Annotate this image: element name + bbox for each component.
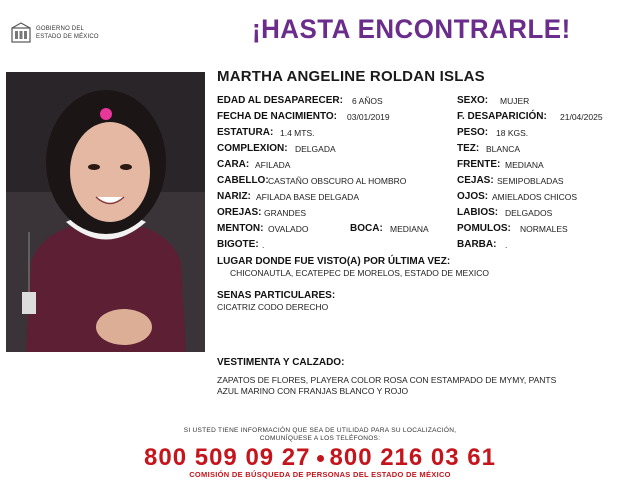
commission-name: COMISIÓN DE BÚSQUEDA DE PERSONAS DEL ESTADO DE MÉXICO [189, 470, 451, 479]
state-emblem-icon [10, 22, 32, 44]
gov-line-1: GOBIERNO DEL [36, 26, 85, 32]
field-label: SEXO: [457, 95, 489, 106]
field-value: MUJER [500, 96, 530, 106]
field-value: 18 KGS. [496, 128, 529, 138]
clothing-label: VESTIMENTA Y CALZADO: [217, 357, 345, 368]
field-value: AFILADA BASE DELGADA [256, 192, 359, 202]
field-label: BARBA: [457, 239, 497, 250]
clothing-line-1: ZAPATOS DE FLORES, PLAYERA COLOR ROSA CON ESTAMPADO DE MYMY, PANTS [217, 375, 557, 385]
field-value: MEDIANA [390, 224, 429, 234]
field-value: 21/04/2025 [560, 112, 603, 122]
field-label: CEJAS: [457, 175, 494, 186]
field-label: FECHA DE NACIMIENTO: [217, 111, 337, 122]
field-value: OVALADO [268, 224, 309, 234]
info-line-1: SI USTED TIENE INFORMACIÓN QUE SEA DE UTILIDAD PARA SU LOCALIZACIÓN, [183, 427, 457, 434]
marks-value: CICATRIZ CODO DERECHO [217, 302, 329, 312]
missing-person-photo [6, 72, 205, 352]
field-value: MEDIANA [505, 160, 544, 170]
field-label: OREJAS: [217, 207, 262, 218]
field-label: PESO: [457, 127, 489, 138]
field-value: CASTAÑO OBSCURO AL HOMBRO [268, 176, 407, 186]
field-label: TEZ: [457, 143, 480, 154]
field-label: NARIZ: [217, 191, 251, 202]
field-value: DELGADOS [505, 208, 553, 218]
field-label: F. DESAPARICIÓN: [457, 111, 547, 122]
field-label: MENTON: [217, 223, 264, 234]
field-value: SEMIPOBLADAS [497, 176, 564, 186]
clothing-line-2: AZUL MARINO CON FRANJAS BLANCO Y ROJO [217, 386, 409, 396]
field-value: GRANDES [264, 208, 307, 218]
info-line-2: COMUNÍQUESE A LOS TELÉFONOS: [259, 435, 381, 442]
field-value: DELGADA [295, 144, 336, 154]
field-value: . [262, 240, 265, 250]
field-label: POMULOS: [457, 223, 511, 234]
last-seen-label: LUGAR DONDE FUE VISTO(A) POR ÚLTIMA VEZ: [217, 256, 451, 267]
gov-line-2: ESTADO DE MÉXICO [36, 34, 99, 40]
field-label: FRENTE: [457, 159, 501, 170]
field-value: NORMALES [520, 224, 568, 234]
field-label: EDAD AL DESAPARECER: [217, 95, 343, 106]
field-label: BIGOTE: [217, 239, 259, 250]
last-seen-value: CHICONAUTLA, ECATEPEC DE MORELOS, ESTADO DE MEXICO [230, 268, 489, 278]
marks-label: SENAS PARTICULARES: [217, 290, 336, 301]
field-value: AFILADA [255, 160, 291, 170]
government-logo [10, 22, 120, 50]
field-value: BLANCA [486, 144, 521, 154]
field-value: AMIELADOS CHICOS [492, 192, 578, 202]
field-label: LABIOS: [457, 207, 499, 218]
field-label: OJOS: [457, 191, 489, 202]
phone-number-1[interactable]: 800 509 09 27 [144, 444, 311, 471]
field-label: COMPLEXION: [217, 143, 288, 154]
headline: ¡HASTA ENCONTRARLE! [252, 14, 571, 44]
field-value: 03/01/2019 [347, 112, 390, 122]
field-label: CABELLO: [217, 175, 269, 186]
person-name: MARTHA ANGELINE ROLDAN ISLAS [217, 68, 485, 85]
phone-number-2[interactable]: 800 216 03 61 [329, 444, 496, 471]
field-value: 1.4 MTS. [280, 128, 315, 138]
separator-dot-icon [317, 455, 324, 462]
field-label: ESTATURA: [217, 127, 274, 138]
field-value: 6 AÑOS [352, 96, 383, 106]
field-value: . [505, 240, 508, 250]
field-label: BOCA: [350, 223, 383, 234]
field-label: CARA: [217, 159, 250, 170]
phone-numbers [0, 444, 640, 472]
